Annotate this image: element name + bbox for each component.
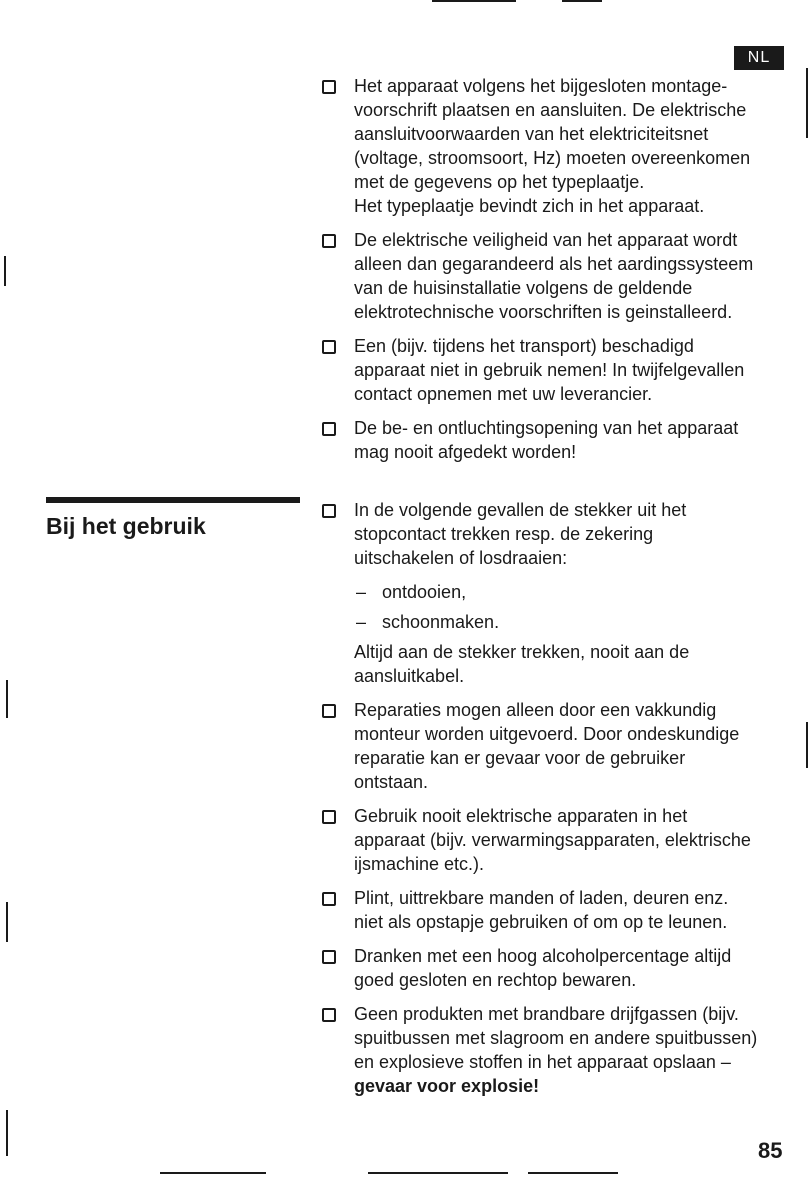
safety-item	[322, 886, 782, 934]
edge-mark-left-2	[6, 680, 8, 718]
safety-item	[322, 1002, 782, 1098]
text-line: uitschakelen of losdraaien:	[354, 548, 568, 568]
dash-bullet: –	[356, 612, 367, 632]
text-line: aansluitkabel.	[354, 666, 465, 686]
text-line: aansluitvoorwaarden van het elektriciteitsnet	[354, 124, 709, 144]
edge-mark-right-1	[806, 68, 808, 138]
text-line: Het apparaat volgens het bijgesloten montage-	[354, 76, 728, 96]
checkbox-bullet-icon	[322, 80, 336, 94]
checkbox-bullet-icon	[322, 810, 336, 824]
sub-list-text: schoonmaken.	[382, 612, 500, 632]
text-line: niet als opstapje gebruiken of om op te leunen.	[354, 912, 728, 932]
text-line: (voltage, stroomsoort, Hz) moeten overeenkomen	[354, 148, 751, 168]
item-text	[354, 886, 782, 934]
edge-mark-bottom-3	[160, 1172, 266, 1174]
checkbox-bullet-icon	[322, 422, 336, 436]
safety-instructions	[322, 74, 782, 1108]
checkbox-bullet-icon	[322, 340, 336, 354]
text-line: Het typeplaatje bevindt zich in het apparaat.	[354, 196, 705, 216]
text-line: met de gegevens op het typeplaatje.	[354, 172, 645, 192]
item-text	[354, 228, 782, 324]
item-text	[354, 804, 782, 876]
text-line: stopcontact trekken resp. de zekering	[354, 524, 654, 544]
checkbox-bullet-icon	[322, 234, 336, 248]
explosion-warning: gevaar voor explosie!	[354, 1076, 540, 1096]
text-line: Altijd aan de stekker trekken, nooit aan de	[354, 642, 690, 662]
checkbox-bullet-icon	[322, 1008, 336, 1022]
checkbox-bullet-icon	[322, 504, 336, 518]
page-number: 85	[758, 1138, 783, 1163]
text-line: In de volgende gevallen de stekker uit het	[354, 500, 687, 520]
safety-item	[322, 944, 782, 992]
safety-item	[322, 334, 782, 406]
text-line: contact opnemen met uw leverancier.	[354, 384, 653, 404]
text-line: van de huisinstallatie volgens de geldende	[354, 278, 693, 298]
edge-mark-bottom-2	[528, 1172, 618, 1174]
sub-list-text: ontdooien,	[382, 582, 467, 602]
edge-mark-top-1	[432, 0, 516, 2]
text-line: Reparaties mogen alleen door een vakkundig	[354, 700, 717, 720]
text-line: De be- en ontluchtingsopening van het apparaat	[354, 418, 739, 438]
edge-mark-left-3	[6, 902, 8, 942]
text-line: Dranken met een hoog alcoholpercentage altijd	[354, 946, 732, 966]
section-title: Bij het gebruik	[46, 513, 206, 539]
item-text	[354, 698, 782, 794]
item-text	[354, 334, 782, 406]
checkbox-bullet-icon	[322, 892, 336, 906]
sub-list-item	[354, 580, 782, 604]
text-line: ontstaan.	[354, 772, 429, 792]
checkbox-bullet-icon	[322, 704, 336, 718]
text-line: Plint, uittrekbare manden of laden, deuren enz.	[354, 888, 729, 908]
item-text	[354, 498, 782, 570]
text-line: reparatie kan er gevaar voor de gebruiker	[354, 748, 686, 768]
dash-bullet: –	[356, 582, 367, 602]
safety-item	[322, 74, 782, 218]
text-line: goed gesloten en rechtop bewaren.	[354, 970, 637, 990]
text-line: mag nooit afgedekt worden!	[354, 442, 577, 462]
text-line: apparaat (bijv. verwarmingsapparaten, elektrische	[354, 830, 751, 850]
section-rule	[46, 497, 300, 503]
safety-item	[322, 416, 782, 464]
text-line: monteur worden uitgevoerd. Door ondeskundige	[354, 724, 740, 744]
text-line: elektrotechnische voorschriften is geinstalleerd.	[354, 302, 733, 322]
safety-item	[322, 804, 782, 876]
text-line: voorschrift plaatsen en aansluiten. De elektrische	[354, 100, 747, 120]
safety-item	[322, 228, 782, 324]
text-line: De elektrische veiligheid van het apparaat wordt	[354, 230, 738, 250]
text-line: Een (bijv. tijdens het transport) beschadigd	[354, 336, 694, 356]
sub-list	[354, 580, 782, 634]
text-line: alleen dan gegarandeerd als het aardingssysteem	[354, 254, 754, 274]
sub-list-item	[354, 610, 782, 634]
item-text	[354, 74, 782, 218]
language-badge: NL	[734, 46, 784, 70]
text-line: spuitbussen met slagroom en andere spuitbussen)	[354, 1028, 758, 1048]
text-line: ijsmachine etc.).	[354, 854, 485, 874]
safety-item	[322, 498, 782, 688]
safety-item	[322, 698, 782, 794]
edge-mark-left-1	[4, 256, 6, 286]
text-line: Gebruik nooit elektrische apparaten in het	[354, 806, 688, 826]
edge-mark-right-2	[806, 722, 808, 768]
text-line: Geen produkten met brandbare drijfgassen (bijv.	[354, 1004, 739, 1024]
item-text	[354, 416, 782, 464]
edge-mark-left-4	[6, 1110, 8, 1156]
checkbox-bullet-icon	[322, 950, 336, 964]
item-text	[354, 944, 782, 992]
text-line: en explosieve stoffen in het apparaat opslaan –	[354, 1052, 731, 1072]
edge-mark-top-2	[562, 0, 602, 2]
item-text	[354, 1002, 782, 1098]
note-text	[354, 640, 782, 688]
edge-mark-bottom-1	[368, 1172, 508, 1174]
text-line: apparaat niet in gebruik nemen! In twijfelgevallen	[354, 360, 745, 380]
